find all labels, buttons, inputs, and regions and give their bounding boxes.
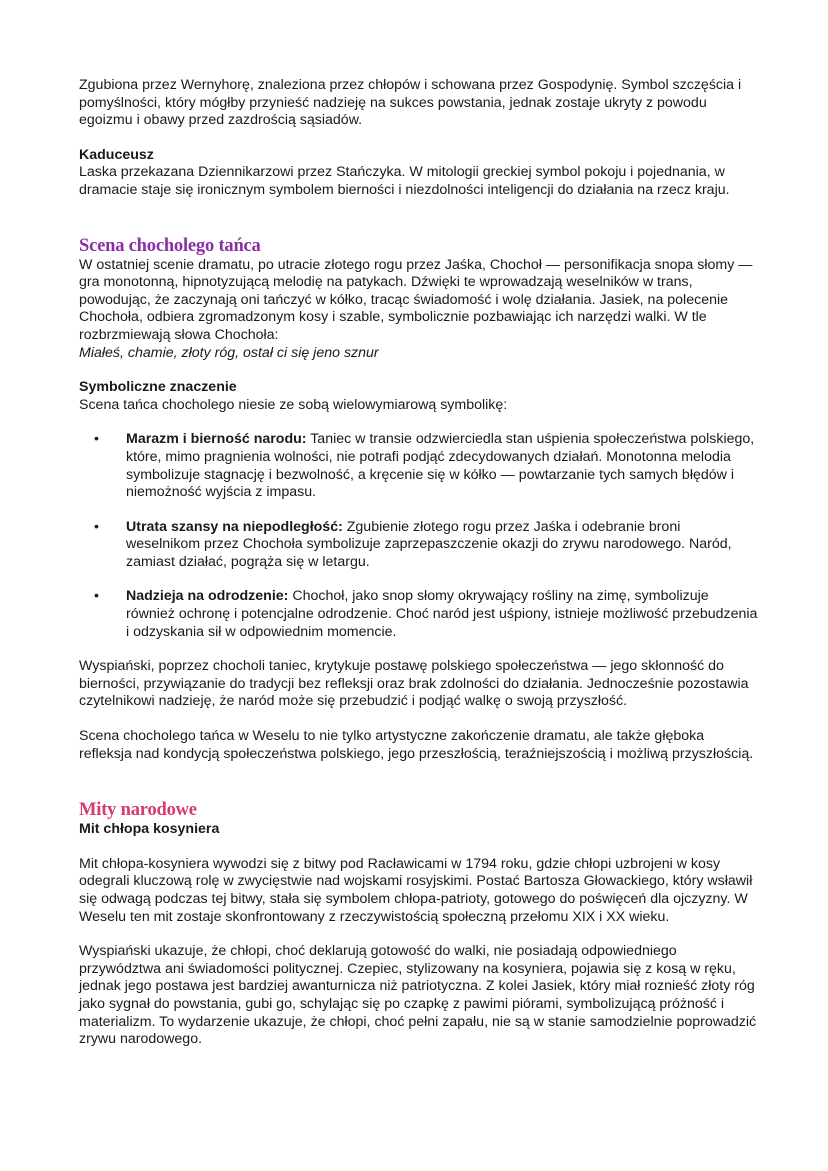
intro-paragraph: Zgubiona przez Wernyhorę, znaleziona przez chłopów i schowana przez Gospodynię. Symbol szczęścia i pomyślności, który mógłby przynieść nadzieję na sukces powstania, jednak zostaje ukryty z powodu egoizmu i obawy przed zazdrością sąsiadów. xyxy=(79,77,742,129)
list-item-label: Utrata szansy na niepodległość: xyxy=(126,518,343,535)
mity-subheading: Mit chłopa kosyniera xyxy=(79,821,220,838)
scena-paragraph: W ostatniej scenie dramatu, po utracie złotego rogu przez Jaśka, Chochoł — personifikacja snopa słomy — gra monotonną, hipnotyzującą melodię na patykach. Dźwięki te wprowadzają weselników w trans, powodując, że zaczynają oni tańczyć w kółko, tracąc świadomość i wolę działania. Jasiek, na polecenie Chochoła, odbiera zgromadzonym kosy i szable, symbolicznie pozbawiając ich narzędzi walki. W tle rozbrzmiewają słowa Chochoła: xyxy=(79,256,753,343)
list-item-label: Marazm i bierność narodu: xyxy=(126,431,307,448)
chochol-quote: Miałeś, chamie, złoty róg, ostał ci się jeno sznur xyxy=(79,344,379,361)
bullet-icon: • xyxy=(94,588,99,605)
list-item xyxy=(79,431,758,501)
mity-heading: Mity narodowe xyxy=(79,800,197,821)
conclusion-paragraph-1: Wyspiański, poprzez chocholi taniec, krytykuje postawę polskiego społeczeństwa — jego skłonność do bierności, przywiązanie do tradycji bez refleksji oraz brak zdolności do działania. Jednocześnie pozostawia czytelnikowi nadzieję, że naród może się przebudzić i podjąć walkę o swoją przyszłość. xyxy=(79,658,749,710)
scena-heading: Scena chocholego tańca xyxy=(79,235,261,256)
symboliczne-title: Symboliczne znaczenie xyxy=(79,379,237,396)
list-item xyxy=(79,519,758,572)
kaduceusz-paragraph: Laska przekazana Dziennikarzowi przez Stańczyka. W mitologii greckiej symbol pokoju i pojednania, w dramacie staje się ironicznym symbolem bierności i niezdolności inteligencji do działania na rzecz kraju. xyxy=(79,164,730,198)
mity-paragraph-1: Mit chłopa-kosyniera wywodzi się z bitwy pod Racławicami w 1794 roku, gdzie chłopi uzbrojeni w kosy odegrali kluczową rolę w zwycięstwie nad wojskami rosyjskimi. Postać Bartosza Głowackiego, który wsławił się odwagą podczas tej bitwy, stała się symbolem chłopa-patrioty, gotowego do poświęceń dla ojczyzny. W Weselu ten mit zostaje skonfrontowany z rzeczywistością społeczną przełomu XIX i XX wieku. xyxy=(79,855,753,925)
conclusion-paragraph-2: Scena chocholego tańca w Weselu to nie tylko artystyczne zakończenie dramatu, ale także głęboka refleksja nad kondycją społeczeństwa polskiego, jego przeszłością, teraźniejszością i możliwą przyszłością. xyxy=(79,728,754,762)
list-item-text: Zgubienie złotego rogu przez Jaśka i odebranie broni weselnikom przez Chochoła symbolizuje zaprzepaszczenie okazji do zrywu narodowego. Naród, zamiast działać, pogrąża się w letargu. xyxy=(126,518,732,570)
list-item-label: Nadzieja na odrodzenie: xyxy=(126,588,289,605)
symbolism-list xyxy=(79,431,758,641)
bullet-icon: • xyxy=(94,431,99,448)
kaduceusz-title: Kaduceusz xyxy=(79,146,154,163)
list-item-text: Taniec w transie odzwierciedla stan uśpienia społeczeństwa polskiego, które, mimo pragnienia wolności, nie potrafi podjąć zdecydowanych działań. Monotonna melodia symbolizuje stagnację i bezwolność, a kręcenie się w kółko — powtarzanie tych samych błędów i niemożność wyjścia z impasu. xyxy=(126,431,755,501)
symboliczne-intro: Scena tańca chocholego niesie ze sobą wielowymiarową symbolikę: xyxy=(79,396,508,413)
list-item xyxy=(79,588,758,641)
list-item-text: Chochoł, jako snop słomy okrywający rośliny na zimę, symbolizuje również ochronę i potencjalne odrodzenie. Choć naród jest uśpiony, istnieje możliwość przebudzenia i odzyskania sił w odpowiednim momencie. xyxy=(126,588,758,640)
mity-paragraph-2: Wyspiański ukazuje, że chłopi, choć deklarują gotowość do walki, nie posiadają odpowiedniego przywództwa ani świadomości politycznej. Czepiec, stylizowany na kosyniera, pojawia się z kosą w ręku, jednak jego postawa jest bardziej awanturnicza niż patriotyczna. Z kolei Jasiek, który miał roznieść złoty róg jako sygnał do powstania, gubi go, schylając się po czapkę z pawimi piórami, symbolizującą próżność i materializm. To wydarzenie ukazuje, że chłopi, choć pełni zapału, nie są w stanie samodzielnie poprowadzić zrywu narodowego. xyxy=(79,943,757,1048)
bullet-icon: • xyxy=(94,518,99,535)
